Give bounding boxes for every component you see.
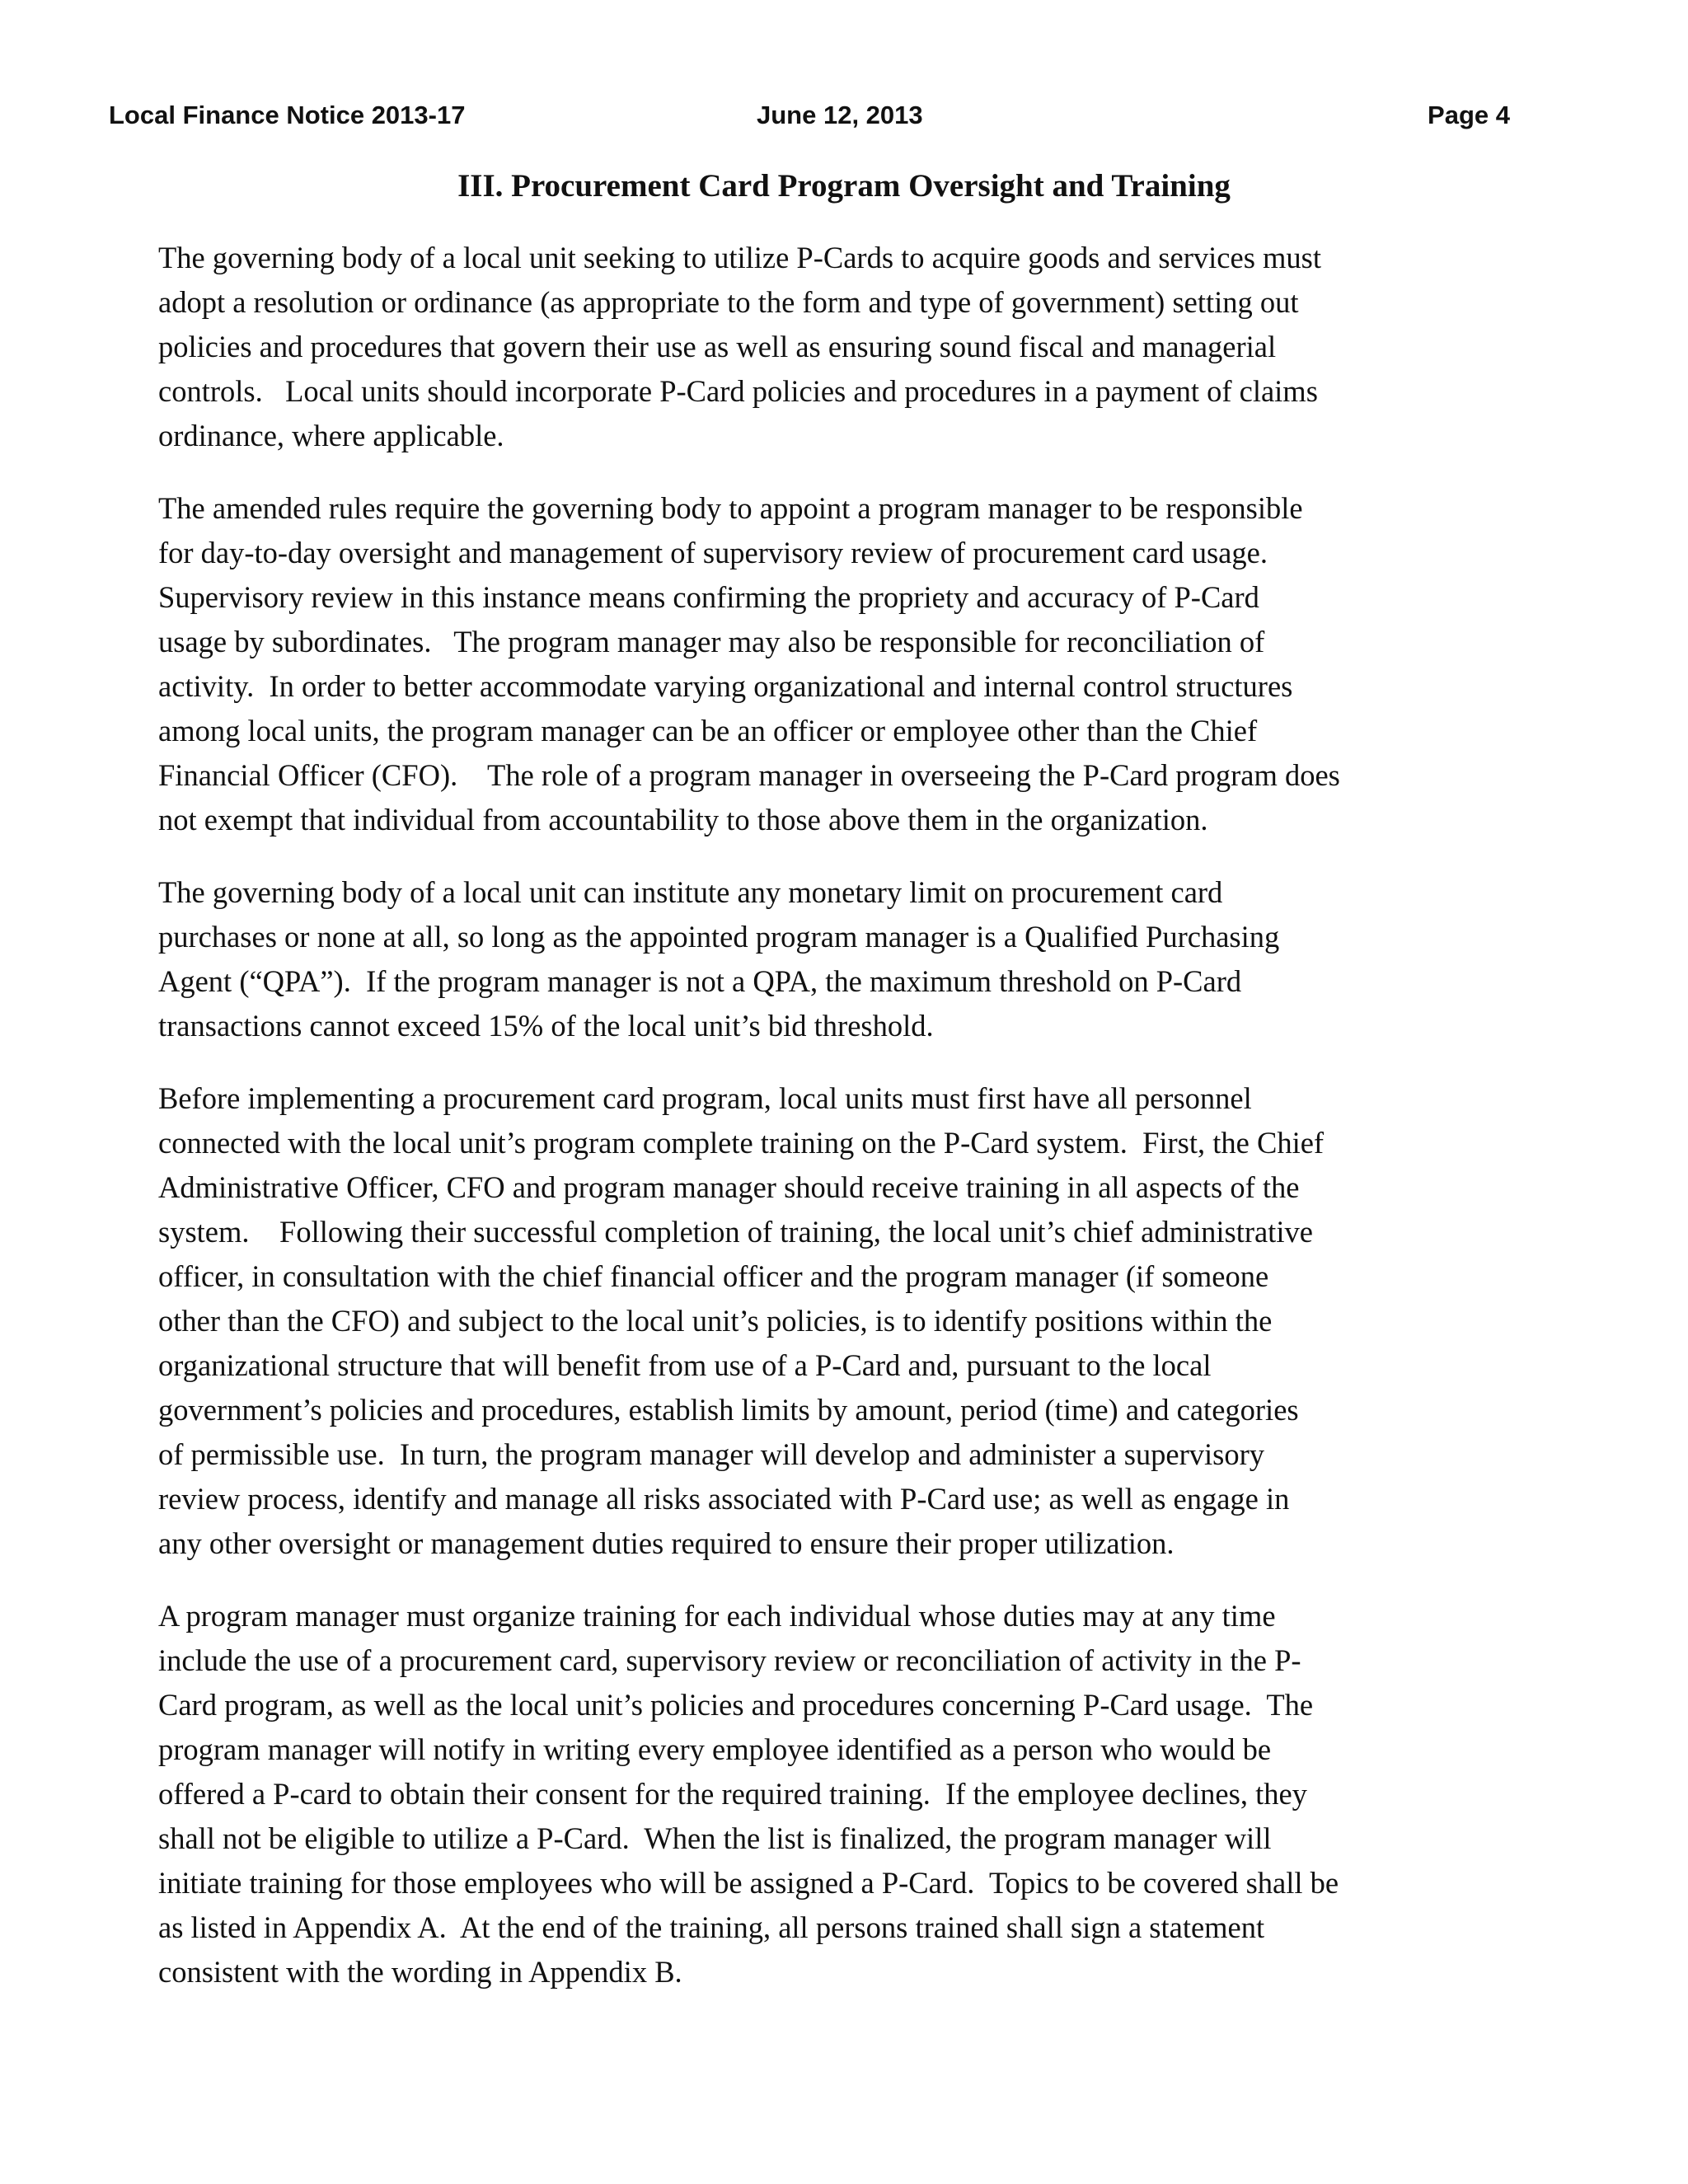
paragraph-3 (158, 870, 1536, 1048)
text-line: review process, identify and manage all risks associated with P-Card use; as well as engage in (158, 1482, 1290, 1516)
text-line: Agent (“QPA”). If the program manager is not a QPA, the maximum threshold on P-Card (158, 964, 1242, 998)
text-line: policies and procedures that govern their use as well as ensuring sound fiscal and managerial (158, 330, 1277, 363)
text-line: other than the CFO) and subject to the local unit’s policies, is to identify positions within the (158, 1304, 1273, 1338)
text-line: not exempt that individual from accountability to those above them in the organization. (158, 803, 1208, 837)
text-line: of permissible use. In turn, the program manager will develop and administer a supervisory (158, 1437, 1265, 1471)
text-line: ordinance, where applicable. (158, 419, 504, 452)
text-line: controls. Local units should incorporate P-Card policies and procedures in a payment of claims (158, 374, 1318, 408)
text-line: A program manager must organize training for each individual whose duties may at any time (158, 1599, 1276, 1633)
text-line: system. Following their successful completion of training, the local unit’s chief administrative (158, 1215, 1313, 1249)
text-line: transactions cannot exceed 15% of the local unit’s bid threshold. (158, 1009, 934, 1043)
text-line: offered a P-card to obtain their consent for the required training. If the employee declines, they (158, 1777, 1307, 1811)
paragraph-1 (158, 236, 1536, 458)
notice-date: June 12, 2013 (757, 101, 923, 129)
text-line: for day-to-day oversight and management of supervisory review of procurement card usage. (158, 536, 1268, 569)
text-line: purchases or none at all, so long as the appointed program manager is a Qualified Purchasing (158, 920, 1280, 954)
text-line: Administrative Officer, CFO and program manager should receive training in all aspects of the (158, 1170, 1300, 1204)
text-line: The governing body of a local unit can institute any monetary limit on procurement card (158, 875, 1223, 909)
text-line: officer, in consultation with the chief financial officer and the program manager (if someone (158, 1259, 1269, 1293)
text-line: include the use of a procurement card, supervisory review or reconciliation of activity in the P- (158, 1643, 1301, 1677)
text-line: consistent with the wording in Appendix B. (158, 1955, 682, 1989)
text-line: activity. In order to better accommodate varying organizational and internal control structures (158, 669, 1293, 703)
text-line: The governing body of a local unit seeking to utilize P-Cards to acquire goods and services must (158, 241, 1322, 274)
text-line: Before implementing a procurement card program, local units must first have all personnel (158, 1081, 1252, 1115)
text-line: as listed in Appendix A. At the end of the training, all persons trained shall sign a statement (158, 1910, 1265, 1944)
text-line: adopt a resolution or ordinance (as appropriate to the form and type of government) setting out (158, 285, 1299, 319)
text-line: connected with the local unit’s program complete training on the P-Card system. First, the Chief (158, 1126, 1325, 1160)
text-line: Financial Officer (CFO). The role of a program manager in overseeing the P-Card program does (158, 758, 1340, 792)
text-line: organizational structure that will benefit from use of a P-Card and, pursuant to the local (158, 1348, 1212, 1382)
page-header (109, 97, 1510, 134)
text-line: Card program, as well as the local unit’s policies and procedures concerning P-Card usage. The (158, 1688, 1314, 1722)
text-line: program manager will notify in writing every employee identified as a person who would be (158, 1732, 1272, 1766)
text-line: The amended rules require the governing body to appoint a program manager to be responsible (158, 491, 1303, 525)
body-text (158, 236, 1536, 2022)
text-line: usage by subordinates. The program manager may also be responsible for reconciliation of (158, 625, 1265, 658)
text-line: shall not be eligible to utilize a P-Card. When the list is finalized, the program manager will (158, 1821, 1272, 1855)
section-title: III. Procurement Card Program Oversight and Training (457, 168, 1231, 204)
text-line: Supervisory review in this instance means confirming the propriety and accuracy of P-Card (158, 580, 1259, 614)
text-line: any other oversight or management duties required to ensure their proper utilization. (158, 1526, 1175, 1560)
notice-number: Local Finance Notice 2013-17 (109, 101, 466, 129)
text-line: among local units, the program manager can be an officer or employee other than the Chief (158, 714, 1258, 748)
text-line: initiate training for those employees who will be assigned a P-Card. Topics to be covered shall be (158, 1866, 1339, 1900)
text-line: government’s policies and procedures, establish limits by amount, period (time) and categories (158, 1393, 1299, 1427)
paragraph-5 (158, 1594, 1536, 1994)
paragraph-4 (158, 1076, 1536, 1566)
paragraph-2 (158, 486, 1536, 842)
page-number: Page 4 (1428, 101, 1510, 129)
